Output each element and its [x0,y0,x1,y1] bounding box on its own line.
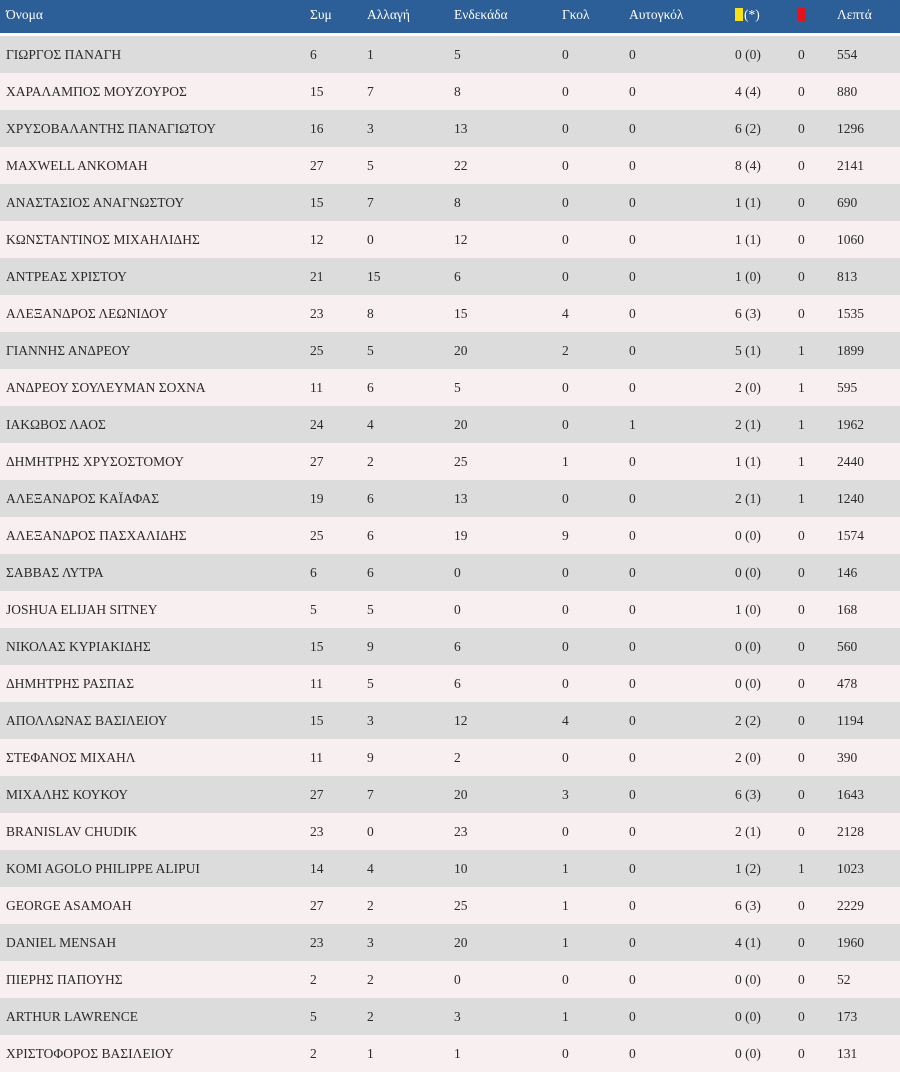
player-name[interactable]: ΚΩΝΣΤΑΝΤΙΝΟΣ ΜΙΧΑΗΛΙΔΗΣ [6,231,200,247]
player-red-cards: 0 [798,823,805,839]
player-minutes: 1643 [837,786,864,802]
player-goals: 0 [562,379,569,395]
player-starts: 13 [454,120,468,136]
header-apps[interactable]: Συμ [310,7,332,22]
player-name[interactable]: ΣΑΒΒΑΣ ΛΥΤΡΑ [6,564,104,580]
player-name[interactable]: ΑΝΤΡΕΑΣ ΧΡΙΣΤΟΥ [6,268,127,284]
player-name[interactable]: ΑΝΔΡΕΟΥ ΣΟΥΛΕΥΜΑΝ ΣΟΧΝΑ [6,379,206,395]
player-red-cards: 0 [798,120,805,136]
player-own-goals: 0 [629,971,636,987]
player-yellow-cards: 6 (3) [735,897,761,913]
player-own-goals: 0 [629,453,636,469]
player-apps: 15 [310,638,324,654]
player-starts: 23 [454,823,468,839]
player-subs: 7 [367,83,374,99]
player-own-goals: 0 [629,342,636,358]
player-minutes: 1960 [837,934,864,950]
player-own-goals: 0 [629,564,636,580]
player-starts: 20 [454,934,468,950]
player-yellow-cards: 2 (1) [735,490,761,506]
player-minutes: 1535 [837,305,864,321]
player-red-cards: 0 [798,1045,805,1061]
player-apps: 25 [310,342,324,358]
player-starts: 15 [454,305,468,321]
table-row [0,221,900,258]
player-apps: 12 [310,231,324,247]
player-red-cards: 1 [798,860,805,876]
player-goals: 0 [562,157,569,173]
player-starts: 5 [454,379,461,395]
player-own-goals: 0 [629,83,636,99]
player-red-cards: 0 [798,157,805,173]
table-row [0,406,900,443]
player-yellow-cards: 2 (1) [735,416,761,432]
player-red-cards: 0 [798,527,805,543]
player-subs: 3 [367,120,374,136]
player-subs: 0 [367,231,374,247]
player-starts: 6 [454,268,461,284]
player-minutes: 173 [837,1008,858,1024]
player-minutes: 554 [837,46,858,62]
player-name[interactable]: BRANISLAV CHUDIK [6,823,138,839]
player-red-cards: 0 [798,675,805,691]
player-apps: 15 [310,712,324,728]
player-subs: 2 [367,1008,374,1024]
player-name[interactable]: ΑΠΟΛΛΩΝΑΣ ΒΑΣΙΛΕΙΟΥ [6,712,168,728]
player-name[interactable]: ΝΙΚΟΛΑΣ ΚΥΡΙΑΚΙΔΗΣ [6,638,151,654]
player-yellow-cards: 0 (0) [735,1008,761,1024]
player-name[interactable]: DANIEL MENSAH [6,934,117,950]
player-own-goals: 0 [629,120,636,136]
player-goals: 1 [562,860,569,876]
player-own-goals: 0 [629,1045,636,1061]
player-starts: 20 [454,416,468,432]
player-minutes: 595 [837,379,858,395]
player-red-cards: 0 [798,897,805,913]
player-subs: 9 [367,749,374,765]
player-own-goals: 0 [629,675,636,691]
player-subs: 4 [367,860,374,876]
player-goals: 4 [562,712,569,728]
player-yellow-cards: 1 (1) [735,453,761,469]
player-name[interactable]: ΑΛΕΞΑΝΔΡΟΣ ΛΕΩΝΙΔΟΥ [6,305,168,321]
player-starts: 8 [454,194,461,210]
table-row [0,961,900,998]
player-own-goals: 0 [629,786,636,802]
player-subs: 6 [367,490,374,506]
player-subs: 5 [367,675,374,691]
player-yellow-cards: 6 (2) [735,120,761,136]
player-own-goals: 0 [629,527,636,543]
player-name[interactable]: ΙΑΚΩΒΟΣ ΛΑΟΣ [6,416,106,432]
table-row [0,628,900,665]
player-starts: 20 [454,786,468,802]
player-red-cards: 0 [798,564,805,580]
yellow-card-icon [735,8,743,21]
player-apps: 11 [310,379,323,395]
player-own-goals: 0 [629,194,636,210]
player-own-goals: 0 [629,490,636,506]
player-minutes: 2128 [837,823,864,839]
player-apps: 27 [310,453,324,469]
player-goals: 0 [562,971,569,987]
player-name[interactable]: ΠΙΕΡΗΣ ΠΑΠΟΥΗΣ [6,971,123,987]
player-goals: 3 [562,786,569,802]
player-name[interactable]: KOMI AGOLO PHILIPPE ALIPUI [6,860,200,876]
player-subs: 2 [367,897,374,913]
header-subs[interactable]: Αλλαγή [367,7,410,22]
player-minutes: 1899 [837,342,864,358]
player-starts: 10 [454,860,468,876]
player-subs: 2 [367,453,374,469]
table-row [0,665,900,702]
table-row [0,147,900,184]
player-red-cards: 0 [798,83,805,99]
table-row [0,258,900,295]
player-subs: 9 [367,638,374,654]
player-goals: 0 [562,268,569,284]
player-red-cards: 0 [798,638,805,654]
player-minutes: 1962 [837,416,864,432]
player-name[interactable]: ΧΡΙΣΤΟΦΟΡΟΣ ΒΑΣΙΛΕΙΟΥ [6,1045,174,1061]
player-red-cards: 1 [798,453,805,469]
header-minutes[interactable]: Λεπτά [837,7,872,22]
player-minutes: 813 [837,268,858,284]
player-yellow-cards: 0 (0) [735,527,761,543]
player-starts: 6 [454,675,461,691]
player-apps: 23 [310,823,324,839]
player-starts: 19 [454,527,468,543]
player-subs: 6 [367,527,374,543]
player-goals: 0 [562,564,569,580]
player-subs: 5 [367,601,374,617]
player-subs: 2 [367,971,374,987]
player-goals: 0 [562,490,569,506]
player-yellow-cards: 0 (0) [735,564,761,580]
player-goals: 0 [562,1045,569,1061]
table-row [0,443,900,480]
player-apps: 6 [310,46,317,62]
player-minutes: 390 [837,749,858,765]
player-name[interactable]: ARTHUR LAWRENCE [6,1008,138,1024]
player-yellow-cards: 0 (0) [735,675,761,691]
player-starts: 3 [454,1008,461,1024]
player-own-goals: 0 [629,860,636,876]
player-starts: 1 [454,1045,461,1061]
player-yellow-cards: 2 (0) [735,749,761,765]
player-goals: 0 [562,46,569,62]
player-yellow-cards: 5 (1) [735,342,761,358]
player-own-goals: 0 [629,638,636,654]
player-subs: 5 [367,342,374,358]
player-starts: 6 [454,638,461,654]
player-red-cards: 1 [798,416,805,432]
player-red-cards: 0 [798,268,805,284]
player-subs: 5 [367,157,374,173]
player-name[interactable]: ΓΙΩΡΓΟΣ ΠΑΝΑΓΗ [6,46,122,62]
player-red-cards: 0 [798,601,805,617]
player-own-goals: 0 [629,1008,636,1024]
player-apps: 15 [310,83,324,99]
table-row [0,480,900,517]
player-apps: 2 [310,971,317,987]
player-red-cards: 0 [798,712,805,728]
player-goals: 1 [562,897,569,913]
header-yellow-cards[interactable] [735,0,798,33]
player-starts: 5 [454,46,461,62]
player-goals: 0 [562,675,569,691]
player-name[interactable]: ΧΡΥΣΟΒΑΛΑΝΤΗΣ ΠΑΝΑΓΙΩΤΟΥ [6,120,217,136]
player-minutes: 168 [837,601,858,617]
player-red-cards: 0 [798,194,805,210]
player-apps: 27 [310,157,324,173]
player-goals: 4 [562,305,569,321]
player-goals: 0 [562,83,569,99]
table-row [0,1035,900,1072]
player-minutes: 2141 [837,157,864,173]
player-starts: 13 [454,490,468,506]
player-goals: 0 [562,601,569,617]
table-row [0,998,900,1035]
table-row [0,295,900,332]
player-minutes: 52 [837,971,851,987]
player-name[interactable]: GEORGE ASAMOAH [6,897,132,913]
player-subs: 1 [367,46,374,62]
player-yellow-cards: 2 (2) [735,712,761,728]
player-apps: 11 [310,675,323,691]
player-name[interactable]: ΧΑΡΑΛΑΜΠΟΣ ΜΟΥΖΟΥΡΟΣ [6,83,187,99]
player-starts: 25 [454,453,468,469]
player-subs: 7 [367,786,374,802]
player-subs: 7 [367,194,374,210]
player-goals: 0 [562,120,569,136]
header-name[interactable]: Όνομα [6,7,43,22]
player-subs: 15 [367,268,381,284]
player-red-cards: 0 [798,231,805,247]
player-red-cards: 0 [798,46,805,62]
player-minutes: 1023 [837,860,864,876]
player-subs: 3 [367,934,374,950]
table-row [0,887,900,924]
player-yellow-cards: 0 (0) [735,638,761,654]
player-red-cards: 0 [798,971,805,987]
table-row [0,850,900,887]
player-own-goals: 0 [629,46,636,62]
player-name[interactable]: ΑΛΕΞΑΝΔΡΟΣ ΚΑΪΑΦΑΣ [6,490,160,506]
player-red-cards: 0 [798,934,805,950]
player-yellow-cards: 6 (3) [735,786,761,802]
player-apps: 21 [310,268,324,284]
player-yellow-cards: 0 (0) [735,1045,761,1061]
table-header-row [0,0,900,36]
player-minutes: 146 [837,564,858,580]
player-subs: 3 [367,712,374,728]
player-goals: 0 [562,749,569,765]
player-yellow-cards: 1 (2) [735,860,761,876]
player-red-cards: 0 [798,1008,805,1024]
player-apps: 5 [310,601,317,617]
header-goals[interactable]: Γκολ [562,7,590,22]
table-row [0,924,900,961]
player-red-cards: 1 [798,342,805,358]
table-row [0,813,900,850]
player-yellow-cards: 1 (1) [735,194,761,210]
player-own-goals: 1 [629,416,636,432]
player-apps: 16 [310,120,324,136]
player-starts: 25 [454,897,468,913]
table-row [0,184,900,221]
player-name[interactable]: ΓΙΑΝΝΗΣ ΑΝΔΡΕΟΥ [6,342,131,358]
player-goals: 1 [562,453,569,469]
player-minutes: 880 [837,83,858,99]
table-row [0,702,900,739]
player-goals: 2 [562,342,569,358]
player-own-goals: 0 [629,897,636,913]
player-goals: 0 [562,194,569,210]
player-minutes: 1296 [837,120,864,136]
player-name[interactable]: ΔΗΜΗΤΡΗΣ ΧΡΥΣΟΣΤΟΜΟΥ [6,453,184,469]
player-apps: 14 [310,860,324,876]
player-apps: 23 [310,934,324,950]
player-yellow-cards: 6 (3) [735,305,761,321]
player-yellow-cards: 8 (4) [735,157,761,173]
player-red-cards: 0 [798,786,805,802]
player-name[interactable]: ΑΝΑΣΤΑΣΙΟΣ ΑΝΑΓΝΩΣΤΟΥ [6,194,185,210]
player-minutes: 1574 [837,527,864,543]
player-yellow-cards: 0 (0) [735,971,761,987]
player-apps: 15 [310,194,324,210]
player-own-goals: 0 [629,231,636,247]
table-row [0,591,900,628]
player-minutes: 1194 [837,712,864,728]
player-name[interactable]: ΣΤΕΦΑΝΟΣ ΜΙΧΑΗΛ [6,749,136,765]
player-yellow-cards: 1 (0) [735,268,761,284]
table-body [0,36,900,1072]
player-own-goals: 0 [629,712,636,728]
player-own-goals: 0 [629,157,636,173]
player-subs: 0 [367,823,374,839]
player-goals: 1 [562,934,569,950]
player-goals: 9 [562,527,569,543]
player-own-goals: 0 [629,379,636,395]
player-own-goals: 0 [629,305,636,321]
table-row [0,369,900,406]
table-row [0,739,900,776]
player-yellow-cards: 2 (0) [735,379,761,395]
player-subs: 1 [367,1045,374,1061]
header-own-goals[interactable]: Αυτογκόλ [629,7,684,22]
table-row [0,36,900,73]
player-starts: 0 [454,971,461,987]
player-goals: 0 [562,416,569,432]
player-starts: 22 [454,157,468,173]
table-row [0,517,900,554]
player-goals: 0 [562,823,569,839]
player-name[interactable]: ΜΙΧΑΛΗΣ ΚΟΥΚΟΥ [6,786,129,802]
player-name[interactable]: MAXWELL ANKOMAH [6,157,148,173]
player-starts: 20 [454,342,468,358]
player-name[interactable]: ΑΛΕΞΑΝΔΡΟΣ ΠΑΣΧΑΛΙΔΗΣ [6,527,187,543]
player-minutes: 690 [837,194,858,210]
player-goals: 1 [562,1008,569,1024]
player-red-cards: 1 [798,379,805,395]
player-apps: 23 [310,305,324,321]
player-apps: 25 [310,527,324,543]
player-red-cards: 0 [798,305,805,321]
table-row [0,110,900,147]
player-minutes: 1060 [837,231,864,247]
player-own-goals: 0 [629,601,636,617]
player-minutes: 560 [837,638,858,654]
table-row [0,776,900,813]
player-starts: 12 [454,712,468,728]
player-own-goals: 0 [629,823,636,839]
player-apps: 27 [310,897,324,913]
player-yellow-cards: 4 (4) [735,83,761,99]
header-starts[interactable]: Ενδεκάδα [454,7,508,22]
player-yellow-cards: 1 (0) [735,601,761,617]
player-minutes: 478 [837,675,858,691]
player-own-goals: 0 [629,934,636,950]
header-red-cards[interactable] [798,0,837,33]
player-starts: 0 [454,601,461,617]
player-apps: 2 [310,1045,317,1061]
player-minutes: 2229 [837,897,864,913]
player-yellow-cards: 2 (1) [735,823,761,839]
player-apps: 11 [310,749,323,765]
header-yellow-suffix: (*) [744,7,760,22]
table-row [0,554,900,591]
player-starts: 2 [454,749,461,765]
player-goals: 0 [562,638,569,654]
player-subs: 4 [367,416,374,432]
player-subs: 6 [367,564,374,580]
player-yellow-cards: 0 (0) [735,46,761,62]
player-subs: 6 [367,379,374,395]
player-starts: 0 [454,564,461,580]
player-apps: 24 [310,416,324,432]
player-subs: 8 [367,305,374,321]
player-starts: 12 [454,231,468,247]
table-row [0,73,900,110]
player-apps: 6 [310,564,317,580]
player-minutes: 131 [837,1045,858,1061]
player-own-goals: 0 [629,749,636,765]
player-yellow-cards: 1 (1) [735,231,761,247]
player-apps: 27 [310,786,324,802]
table-row [0,332,900,369]
red-card-icon [798,8,806,21]
player-red-cards: 0 [798,749,805,765]
player-minutes: 1240 [837,490,864,506]
player-minutes: 2440 [837,453,864,469]
player-red-cards: 1 [798,490,805,506]
player-own-goals: 0 [629,268,636,284]
player-yellow-cards: 4 (1) [735,934,761,950]
player-name[interactable]: JOSHUA ELIJAH SITNEY [6,601,158,617]
player-goals: 0 [562,231,569,247]
player-name[interactable]: ΔΗΜΗΤΡΗΣ ΡΑΣΠΑΣ [6,675,135,691]
player-apps: 5 [310,1008,317,1024]
player-starts: 8 [454,83,461,99]
player-apps: 19 [310,490,324,506]
